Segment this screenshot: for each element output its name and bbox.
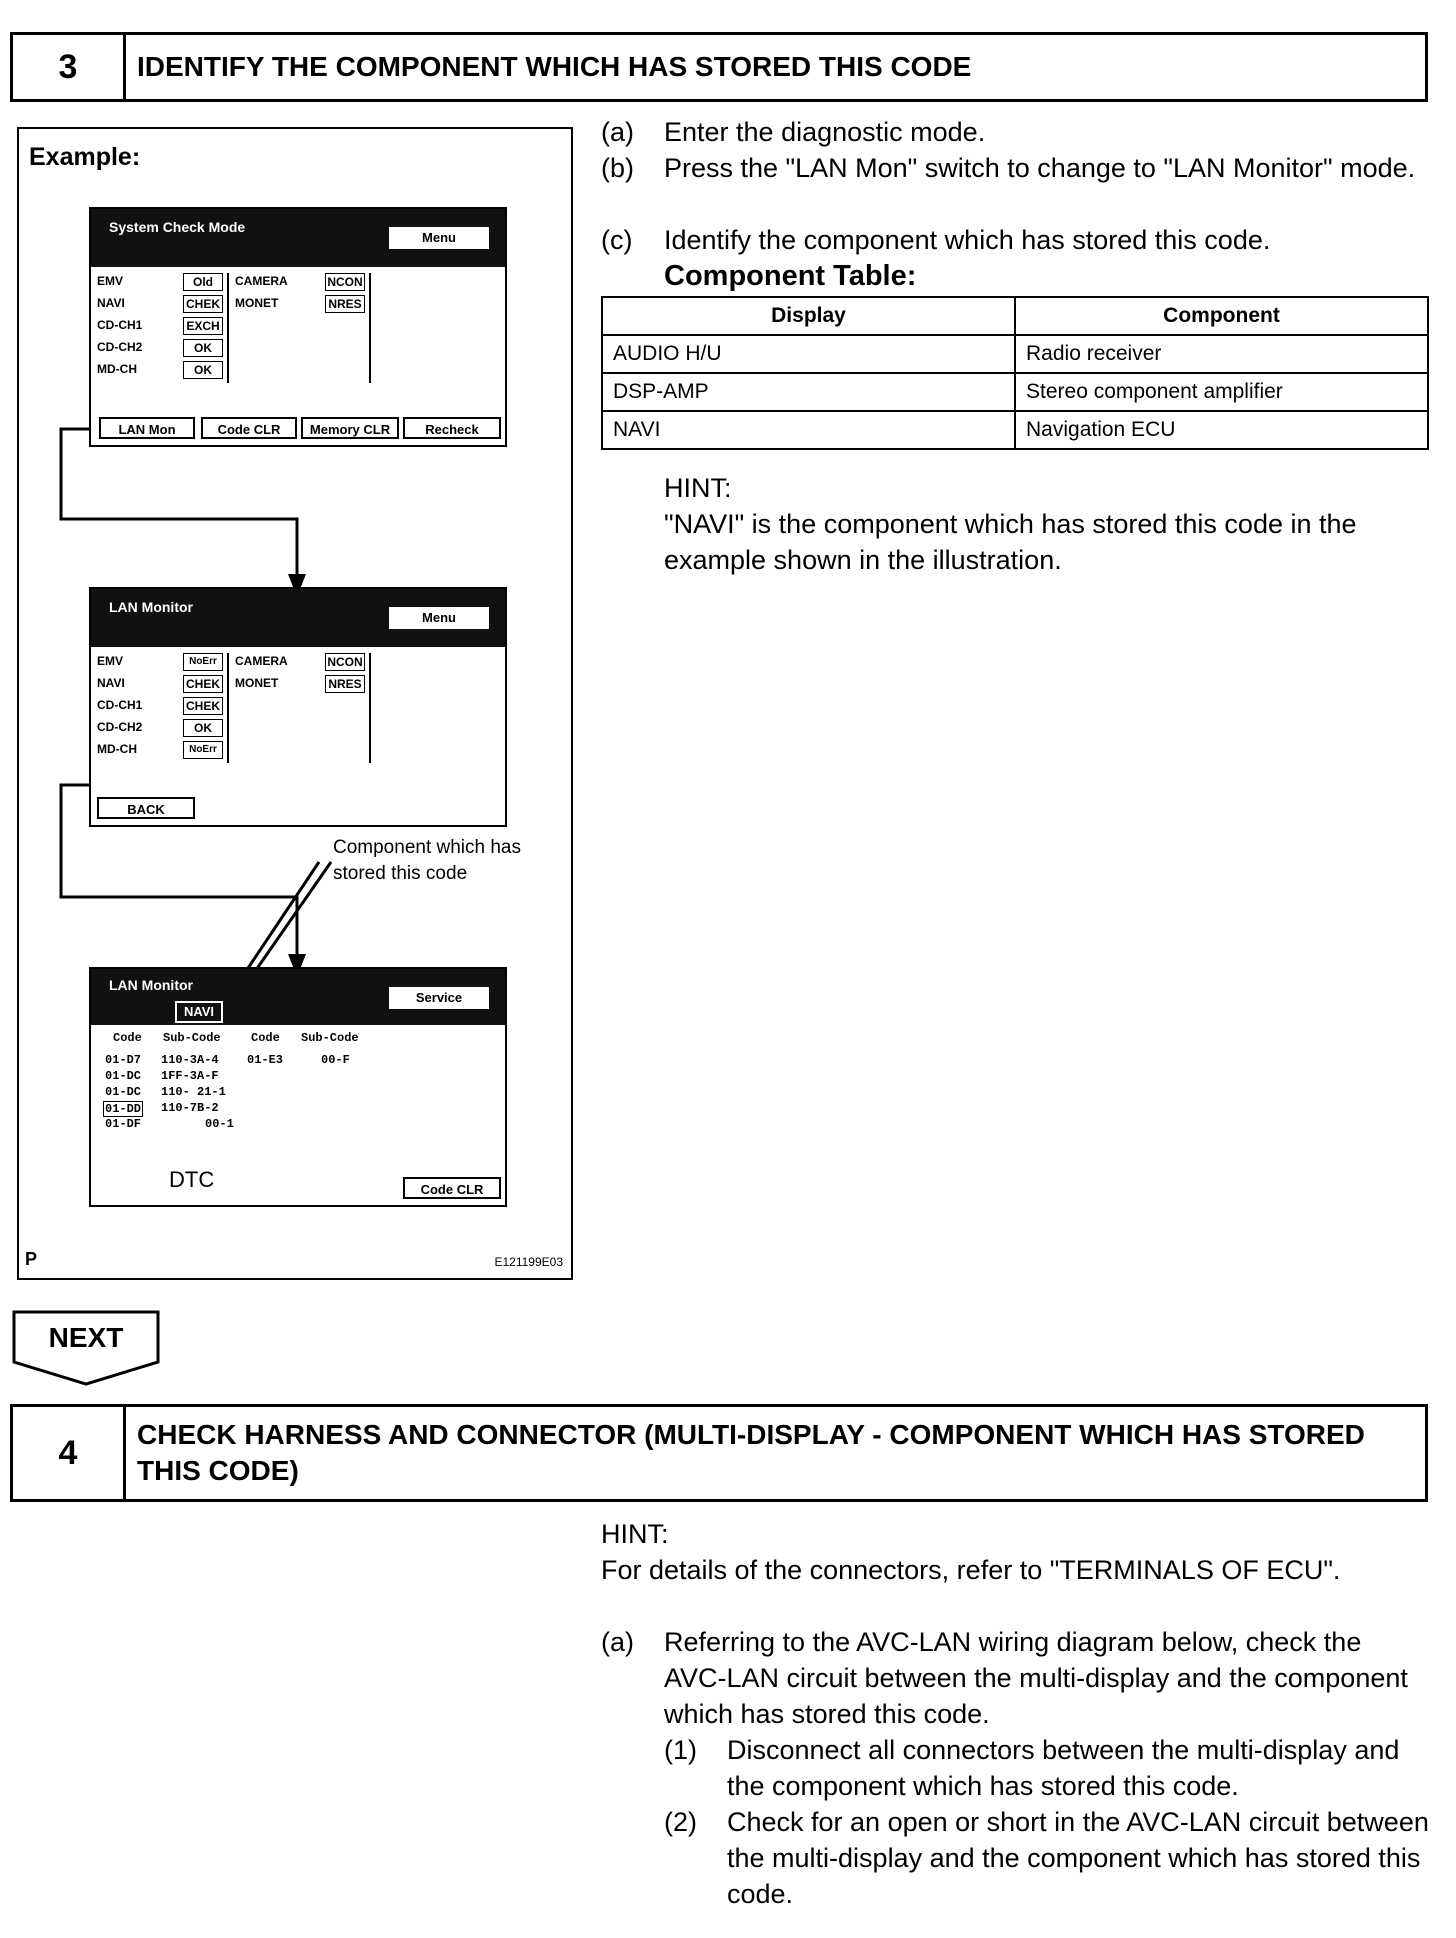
instruction-marker: (b) (601, 153, 634, 183)
status-badge: Old (183, 273, 223, 291)
component-cell: Stereo component amplifier (1015, 373, 1428, 411)
sub-instruction-text: Disconnect all connectors between the multi-display and the component which has stored this code. (727, 1735, 1400, 1801)
status-row (91, 271, 509, 291)
divider (369, 653, 371, 763)
row-label: NAVI (97, 676, 125, 690)
table-row (602, 373, 1428, 411)
recheck-button[interactable]: Recheck (403, 417, 501, 439)
row-label: MONET (235, 676, 279, 690)
status-row (91, 739, 509, 759)
sub-code: 00-F (321, 1053, 350, 1067)
dtc-code: 01-E3 (247, 1053, 284, 1067)
instruction-text: Referring to the AVC-LAN wiring diagram below, check the AVC-LAN circuit between the multi-display and the component which has stored this code. (664, 1627, 1408, 1729)
dtc-code: 01-DC (105, 1069, 142, 1083)
status-badge: CHEK (183, 295, 223, 313)
status-badge: OK (183, 719, 223, 737)
instruction-text: Press the "LAN Mon" switch to change to "LAN Monitor" mode. (664, 153, 1416, 183)
dtc-table (101, 1031, 401, 1133)
instruction-marker: (a) (601, 117, 634, 147)
status-badge: NRES (325, 295, 365, 313)
memory-clr-button[interactable]: Memory CLR (301, 417, 399, 439)
menu-button[interactable]: Menu (389, 607, 489, 629)
sub-instruction-marker: (1) (664, 1735, 697, 1765)
hint-text: "NAVI" is the component which has stored this code in the example shown in the illustration. (664, 509, 1357, 575)
status-row (91, 315, 509, 335)
component-cell: Navigation ECU (1015, 411, 1428, 449)
corner-letter: P (25, 1249, 38, 1269)
table-row (101, 1101, 401, 1117)
status-badge: OK (183, 339, 223, 357)
code-clr-button[interactable]: Code CLR (403, 1177, 501, 1199)
column-header: Code (113, 1031, 142, 1045)
row-label: CD-CH1 (97, 318, 143, 332)
component-name-badge: NAVI (175, 1001, 223, 1023)
example-figure (17, 127, 573, 1280)
dtc-code-highlighted: 01-DD (105, 1102, 142, 1116)
step-number: 4 (13, 1407, 126, 1499)
sub-code: 110-7B-2 (161, 1101, 219, 1115)
status-row (91, 673, 509, 693)
table-header-row (602, 297, 1428, 335)
hint-label: HINT: (601, 1519, 669, 1549)
status-badge: CHEK (183, 697, 223, 715)
display-cell: DSP-AMP (602, 373, 1015, 411)
screen-header (91, 589, 505, 647)
row-label: CD-CH2 (97, 340, 143, 354)
instruction-marker: (a) (601, 1627, 634, 1657)
lan-mon-button[interactable]: LAN Mon (99, 417, 195, 439)
figure-id: E121199E03 (494, 1255, 563, 1269)
hint-text: For details of the connectors, refer to "TERMINALS OF ECU". (601, 1555, 1341, 1585)
callout-dtc-label: DTC (169, 1167, 215, 1192)
row-label: NAVI (97, 296, 125, 310)
screen-lan-monitor (89, 587, 507, 827)
service-button[interactable]: Service (389, 987, 489, 1009)
row-label: CAMERA (235, 274, 288, 288)
row-label: MD-CH (97, 362, 137, 376)
table-row (101, 1069, 401, 1085)
instruction-text: Enter the diagnostic mode. (664, 117, 986, 147)
column-header: Component (1015, 297, 1428, 335)
example-label: Example: (29, 143, 141, 171)
screen-title: LAN Monitor (109, 599, 193, 615)
screen-system-check-mode (89, 207, 507, 447)
status-badge: NCON (325, 653, 365, 671)
component-table (601, 296, 1429, 450)
sub-instruction-text: Check for an open or short in the AVC-LAN circuit between the multi-display and the component which has stored this code. (727, 1807, 1429, 1909)
screen-lan-monitor-service (89, 967, 507, 1207)
component-table-title: Component Table: (664, 260, 917, 292)
dtc-code: 01-DC (105, 1085, 142, 1099)
status-badge: NCON (325, 273, 365, 291)
display-cell: NAVI (602, 411, 1015, 449)
row-label: MONET (235, 296, 279, 310)
column-header: Display (602, 297, 1015, 335)
row-label: CD-CH1 (97, 698, 143, 712)
sub-code: 110-3A-4 (161, 1053, 219, 1067)
status-badge: NRES (325, 675, 365, 693)
status-row (91, 359, 509, 379)
status-badge: NoErr (183, 653, 223, 671)
screen-title: System Check Mode (109, 219, 246, 235)
display-cell: AUDIO H/U (602, 335, 1015, 373)
column-header: Sub-Code (301, 1031, 359, 1045)
menu-button[interactable]: Menu (389, 227, 489, 249)
sub-code: 110- 21-1 (161, 1085, 226, 1099)
divider (369, 273, 371, 383)
step-4-header (10, 1404, 1428, 1502)
divider (227, 653, 229, 763)
table-row (101, 1117, 401, 1133)
step-3-header (10, 32, 1428, 102)
dtc-code: 01-DF (105, 1117, 142, 1131)
status-badge: CHEK (183, 675, 223, 693)
status-badge: EXCH (183, 317, 223, 335)
status-row (91, 337, 509, 357)
table-row (101, 1085, 401, 1101)
code-clr-button[interactable]: Code CLR (201, 417, 297, 439)
row-label: CD-CH2 (97, 720, 143, 734)
table-row (101, 1053, 401, 1069)
status-row (91, 695, 509, 715)
step-number: 3 (13, 35, 126, 99)
sub-instruction-marker: (2) (664, 1807, 697, 1837)
next-label: NEXT (48, 1322, 124, 1353)
row-label: MD-CH (97, 742, 137, 756)
dtc-header-row (101, 1031, 401, 1049)
step-title: IDENTIFY THE COMPONENT WHICH HAS STORED THIS CODE (137, 51, 972, 82)
row-label: EMV (97, 654, 124, 668)
status-badge: NoErr (183, 741, 223, 759)
dtc-code: 01-D7 (105, 1053, 142, 1067)
status-row (91, 717, 509, 737)
table-row (602, 411, 1428, 449)
screen-header (91, 209, 505, 267)
column-header: Sub-Code (163, 1031, 221, 1045)
callout-component-label: Component which has stored this code (333, 837, 521, 884)
row-label: EMV (97, 274, 124, 288)
step-title: CHECK HARNESS AND CONNECTOR (MULTI-DISPLAY - COMPONENT WHICH HAS STORED THIS CODE) (137, 1419, 1365, 1486)
sub-code: 00-1 (205, 1117, 234, 1131)
sub-code: 1FF-3A-F (161, 1069, 219, 1083)
status-row (91, 651, 509, 671)
screen-header (91, 969, 505, 1025)
divider (227, 273, 229, 383)
table-row (602, 335, 1428, 373)
status-badge: OK (183, 361, 223, 379)
instruction-marker: (c) (601, 225, 633, 255)
column-header: Code (251, 1031, 280, 1045)
screen-title: LAN Monitor (109, 977, 193, 993)
component-cell: Radio receiver (1015, 335, 1428, 373)
row-label: CAMERA (235, 654, 288, 668)
back-button[interactable]: BACK (97, 797, 195, 819)
instruction-text: Identify the component which has stored this code. (664, 225, 1271, 255)
hint-label: HINT: (664, 473, 732, 503)
status-row (91, 293, 509, 313)
